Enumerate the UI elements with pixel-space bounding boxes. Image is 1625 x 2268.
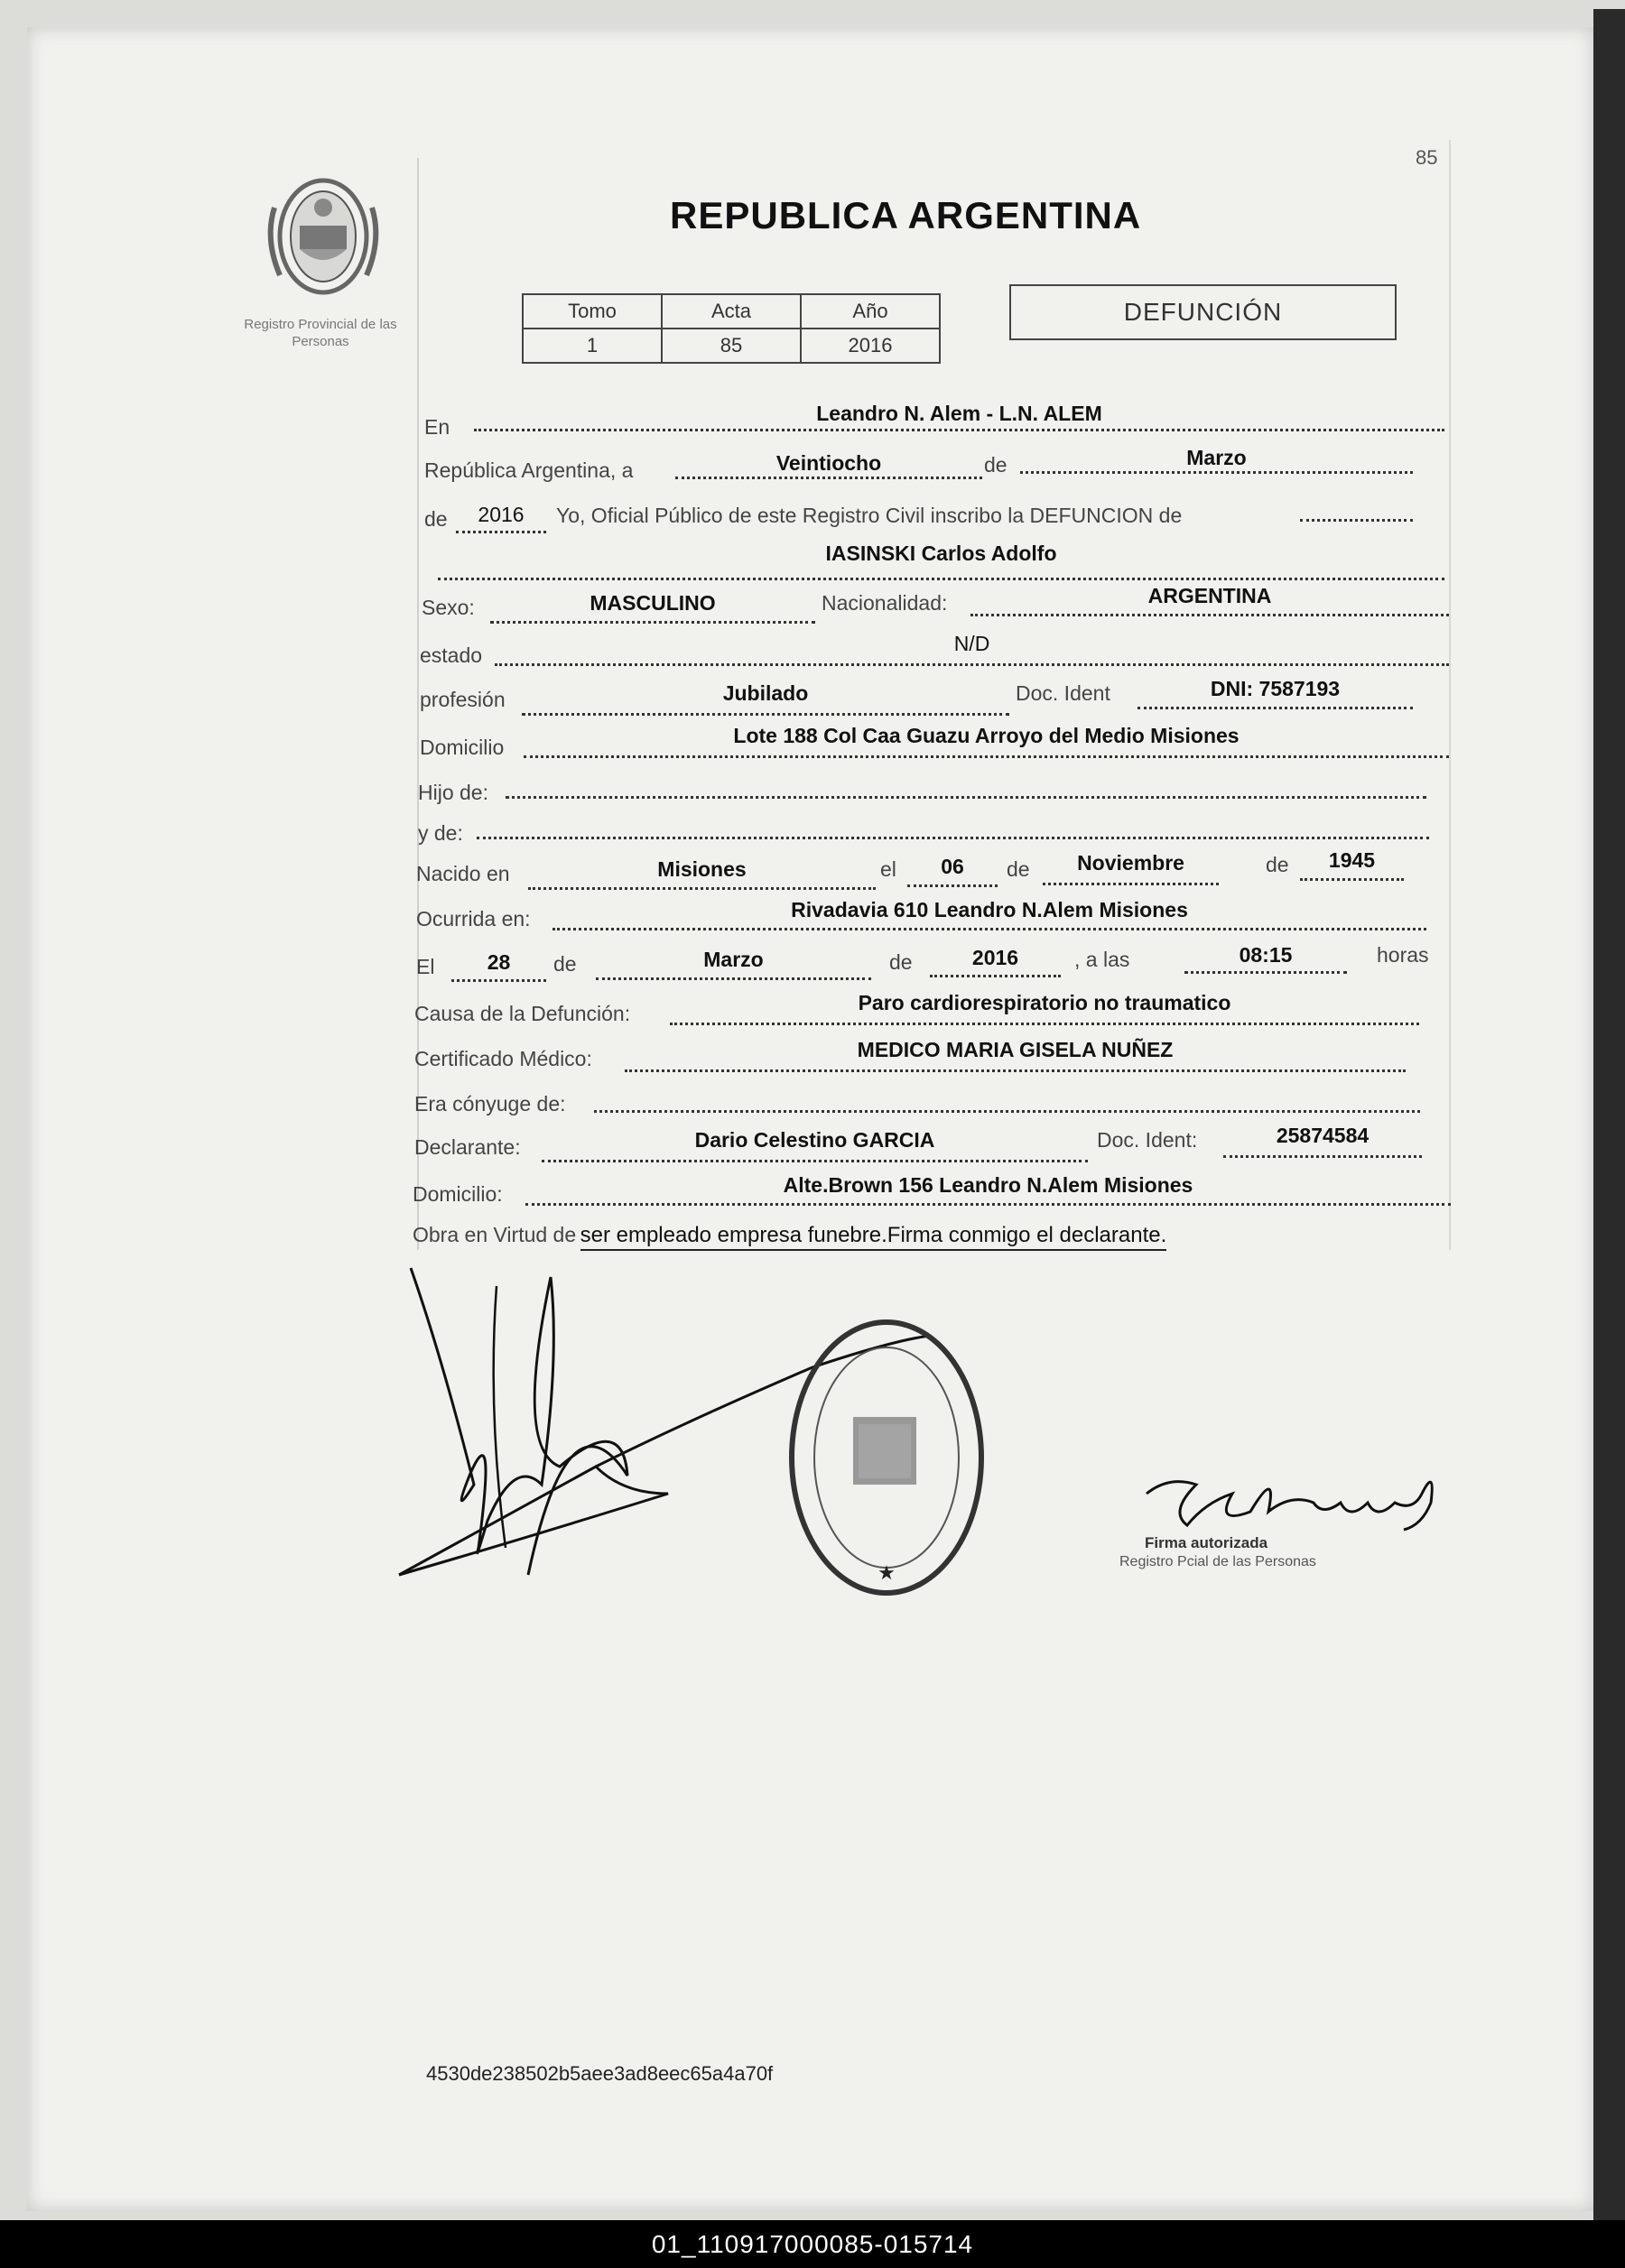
- svg-text:★: ★: [878, 1562, 896, 1585]
- label-domicilio2: Domicilio:: [413, 1182, 503, 1206]
- value-dia: Veintiocho: [775, 451, 882, 475]
- label-doc-ident: Doc. Ident: [1016, 681, 1110, 705]
- dotted-line: [477, 837, 1429, 839]
- value-causa: Paro cardiorespiratorio no traumatico: [858, 991, 1231, 1014]
- value-nac-mes: Noviembre: [1077, 851, 1184, 875]
- dotted-line: [907, 884, 998, 887]
- dotted-line: [522, 713, 1009, 716]
- label-de: de: [553, 952, 577, 976]
- label-profesion: profesión: [420, 688, 506, 711]
- dotted-line: [1223, 1155, 1422, 1158]
- dotted-line: [1300, 878, 1404, 881]
- value-def-anio: 2016: [971, 946, 1019, 969]
- label-y-de: y de:: [418, 821, 463, 845]
- crest-caption: Registro Provincial de las Personas: [244, 317, 397, 349]
- margin-line-right: [1449, 140, 1451, 1250]
- value-lugar: Leandro N. Alem - L.N. ALEM: [816, 402, 1102, 425]
- dotted-line: [456, 531, 546, 533]
- value-mes: Marzo: [1186, 446, 1247, 469]
- registro-pcial: Registro Pcial de las Personas: [1119, 1554, 1316, 1569]
- label-de: de: [1007, 857, 1030, 881]
- acta-header: Tomo: [523, 294, 662, 329]
- dotted-line: [525, 1203, 1451, 1206]
- dotted-line: [1184, 971, 1347, 974]
- value-declarante: Dario Celestino GARCIA: [694, 1128, 935, 1152]
- official-seal-icon: [781, 1309, 993, 1606]
- document-hash: 4530de238502b5aee3ad8eec65a4a70f: [426, 2062, 774, 2085]
- dotted-line: [670, 1023, 1419, 1025]
- dotted-line: [451, 979, 546, 982]
- firma-autorizada: Firma autorizada: [1145, 1534, 1268, 1551]
- value-doc-ident: DNI: 7587193: [1210, 677, 1341, 700]
- value-declarante-doc: 25874584: [1276, 1124, 1370, 1147]
- label-obra: Obra en Virtud de: [413, 1223, 577, 1246]
- dotted-line: [625, 1069, 1406, 1072]
- binding-edge: [1593, 9, 1625, 2220]
- dotted-line: [474, 429, 1444, 431]
- label-el2: El: [416, 955, 435, 978]
- value-nac-anio: 1945: [1328, 848, 1376, 872]
- label-de-year: de: [424, 507, 448, 531]
- acta-value: 2016: [801, 329, 940, 363]
- label-sexo: Sexo:: [422, 596, 475, 619]
- value-ocurrida-en: Rivadavia 610 Leandro N.Alem Misiones: [791, 898, 1188, 921]
- label-estado: estado: [420, 643, 483, 667]
- value-def-dia: 28: [487, 950, 511, 974]
- margin-line: [417, 158, 419, 1250]
- dotted-line: [438, 578, 1444, 580]
- label-en: En: [424, 415, 450, 439]
- dotted-line: [506, 796, 1426, 799]
- label-nacido-en: Nacido en: [416, 862, 510, 885]
- value-anio: 2016: [478, 503, 525, 526]
- acta-header: Acta: [662, 294, 801, 329]
- label-republica: República Argentina, a: [424, 458, 634, 482]
- dotted-line: [970, 614, 1449, 616]
- doc-type-box: DEFUNCIÓN: [1009, 284, 1397, 340]
- crest-icon: [260, 171, 386, 307]
- label-causa: Causa de la Defunción:: [414, 1002, 631, 1025]
- label-de: de: [984, 453, 1008, 477]
- dotted-line: [1138, 707, 1413, 709]
- dotted-line: [542, 1160, 1088, 1162]
- acta-header: Año: [801, 294, 940, 329]
- dotted-line: [675, 477, 982, 479]
- value-obra: ser empleado empresa funebre.Firma conmigo el declarante.: [580, 1223, 1167, 1251]
- obra-line: [413, 1223, 1166, 1248]
- dotted-line: [930, 975, 1061, 977]
- value-nac-dia: 06: [941, 855, 964, 878]
- label-yo: Yo, Oficial Público de este Registro Civil inscribo la DEFUNCION de: [556, 504, 1183, 527]
- page-title: REPUBLICA ARGENTINA: [670, 194, 1142, 236]
- dotted-line: [1043, 883, 1219, 885]
- value-nacido-en: Misiones: [657, 857, 747, 881]
- value-profesion: Jubilado: [722, 681, 809, 705]
- label-nacionalidad: Nacionalidad:: [822, 591, 948, 615]
- dotted-line: [552, 928, 1426, 930]
- label-ocurrida-en: Ocurrida en:: [416, 907, 531, 930]
- value-sexo: MASCULINO: [590, 591, 716, 615]
- label-domicilio: Domicilio: [420, 736, 505, 759]
- dotted-line: [524, 755, 1449, 758]
- dotted-line: [594, 1110, 1420, 1113]
- value-certificado: MEDICO MARIA GISELA NUÑEZ: [857, 1038, 1174, 1061]
- value-declarante-domicilio: Alte.Brown 156 Leandro N.Alem Misiones: [783, 1173, 1193, 1197]
- dotted-line: [596, 977, 871, 980]
- label-certificado: Certificado Médico:: [414, 1047, 592, 1070]
- acta-table: [522, 293, 941, 364]
- value-estado: N/D: [953, 632, 990, 655]
- label-conyuge: Era cónyuge de:: [414, 1092, 566, 1115]
- label-de: de: [889, 950, 913, 974]
- value-def-mes: Marzo: [703, 948, 764, 971]
- label-horas: horas: [1377, 943, 1429, 967]
- footer-id: 01_110917000085-015714: [0, 2220, 1625, 2268]
- label-hijo-de: Hijo de:: [418, 781, 488, 804]
- official-signature-icon: [1133, 1439, 1449, 1548]
- dotted-line: [1300, 519, 1413, 522]
- label-declarante: Declarante:: [414, 1135, 521, 1159]
- page-number: 85: [1416, 146, 1438, 169]
- dotted-line: [495, 663, 1449, 666]
- acta-value: 85: [662, 329, 801, 363]
- label-a-las: , a las: [1074, 948, 1130, 971]
- value-nombre: IASINSKI Carlos Adolfo: [825, 542, 1057, 565]
- value-domicilio: Lote 188 Col Caa Guazu Arroyo del Medio Misiones: [733, 724, 1240, 747]
- acta-value: 1: [523, 329, 662, 363]
- dotted-line: [1020, 471, 1413, 474]
- label-el: el: [880, 857, 896, 881]
- value-hora: 08:15: [1239, 943, 1293, 967]
- label-de: de: [1266, 853, 1289, 876]
- dotted-line: [528, 887, 876, 890]
- value-nacionalidad: ARGENTINA: [1147, 584, 1272, 607]
- label-doc-ident2: Doc. Ident:: [1097, 1128, 1198, 1152]
- dotted-line: [490, 621, 815, 624]
